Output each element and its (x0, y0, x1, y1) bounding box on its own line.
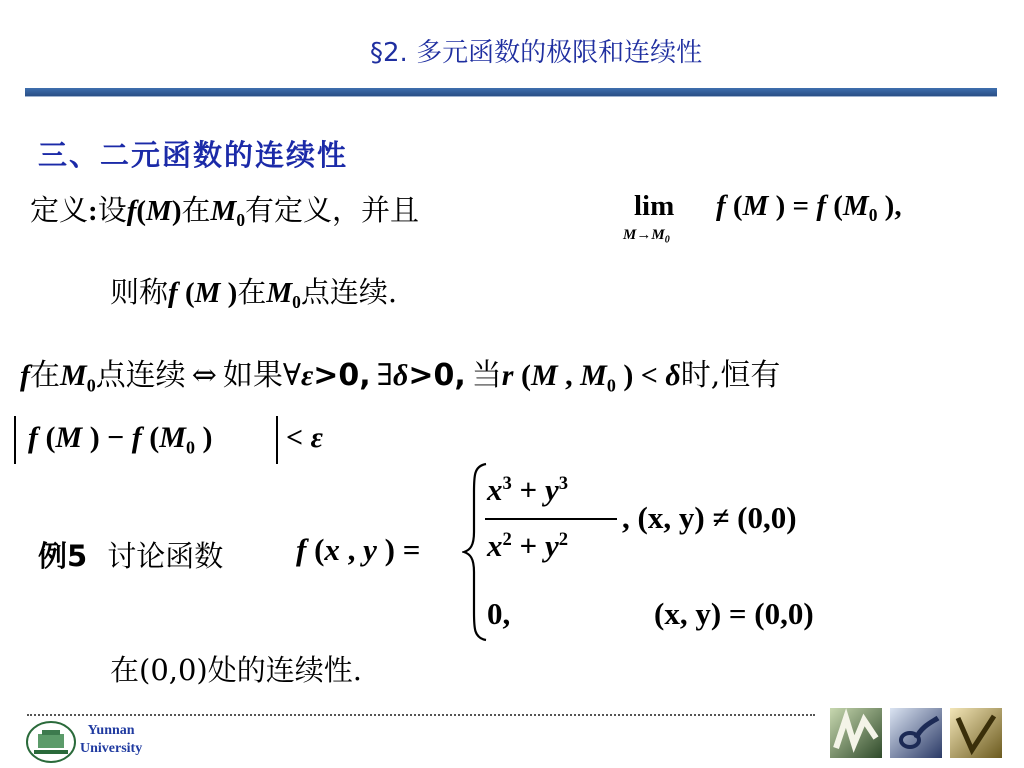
comma: , (557, 359, 581, 392)
m-symbol: M (742, 190, 769, 222)
m-symbol: M (146, 195, 172, 227)
lim-subscript (623, 227, 670, 246)
iff-symbol: ⇔ (191, 358, 217, 393)
subscript-zero: 0 (236, 210, 246, 231)
continuous-text: 点连续. (300, 275, 398, 309)
comma: , (339, 532, 364, 567)
section-title: 三、二元函数的连续性 (38, 138, 349, 172)
case1-condition (622, 500, 797, 536)
f-symbol: f (168, 277, 178, 309)
defined-text: 有定义，并且 (245, 193, 420, 227)
exponent-3: 3 (558, 472, 569, 494)
paren-open: ( (826, 190, 843, 222)
decorative-thumb-green (830, 708, 882, 758)
paren-close: ) (194, 421, 213, 454)
example-label-line (38, 534, 223, 575)
m-symbol: M (55, 421, 83, 454)
inequality-line (28, 420, 212, 458)
fraction-denominator (487, 528, 568, 564)
exponent-3: 3 (502, 472, 512, 494)
paren-close-minus: ) − (82, 421, 132, 454)
limit-equation (716, 188, 902, 226)
lim-operator: lim (634, 190, 675, 222)
f-symbol: f (816, 190, 826, 222)
f-symbol: f (716, 190, 726, 222)
m-symbol: M (194, 277, 221, 309)
paren-close-less: ) < (615, 359, 666, 392)
paren-open: ( (177, 277, 195, 309)
decorative-thumb-gold (950, 708, 1002, 758)
m-symbol: M (530, 359, 558, 392)
abs-bar-left (14, 416, 16, 464)
at-word: 在 (181, 193, 211, 227)
subscript-zero: 0 (185, 437, 195, 458)
case2-condition (654, 596, 814, 632)
m0-symbol: M (210, 195, 237, 227)
case2-condition-text: (x, y) = (0,0) (654, 596, 814, 631)
fraction-numerator (487, 472, 568, 508)
case2-value-text: 0, (487, 596, 511, 631)
set-word: 设 (97, 193, 127, 227)
x-symbol: x (324, 532, 340, 567)
function-lhs (296, 532, 420, 568)
epsilon-symbol: ε (310, 421, 323, 454)
fraction-bar (485, 518, 617, 520)
x-symbol: x (487, 528, 503, 563)
definition-label: 定义 (30, 193, 89, 227)
greater-zero: >0, (408, 358, 466, 393)
at-word: 在 (237, 275, 267, 309)
when-end-word: 时, (680, 358, 721, 393)
paren-open: ( (725, 190, 743, 222)
delta-symbol: δ (665, 359, 681, 392)
paren-close: ) (220, 277, 238, 309)
paren-close-comma: ), (877, 190, 902, 222)
equivalence-line (20, 350, 780, 396)
definition-line-2 (110, 270, 397, 313)
y-symbol: y (544, 472, 559, 507)
x-symbol: x (487, 472, 503, 507)
continuous-text: 点连续 (95, 358, 186, 393)
y-symbol: y (544, 528, 559, 563)
delta-symbol: δ (392, 359, 409, 392)
subscript-zero: 0 (868, 205, 878, 226)
r-symbol: r (501, 359, 514, 392)
paren-open: ( (38, 421, 56, 454)
plus-sign: + (511, 472, 545, 507)
paren-open: ( (513, 359, 531, 392)
less-epsilon (286, 420, 323, 455)
greater-zero: >0, (313, 358, 371, 393)
paren-close: ) = (768, 190, 817, 222)
lim-subscript-zero: 0 (664, 234, 670, 246)
definition-line-1 (30, 188, 419, 231)
m0-symbol: M (60, 359, 87, 392)
university-name-line-2: University (80, 741, 143, 756)
abs-bar-right (276, 416, 278, 464)
f-symbol: f (20, 359, 30, 392)
f-symbol: f (131, 421, 142, 454)
paren-close-equals: ) = (376, 532, 421, 567)
university-name (80, 722, 142, 758)
paren-open: ( (136, 195, 147, 227)
at-word: 在 (30, 358, 60, 393)
case1-condition-text: (x, y) ≠ (0,0) (637, 500, 797, 535)
paren-open: ( (306, 532, 325, 567)
paren-open: ( (141, 421, 160, 454)
case2-value (487, 596, 510, 632)
footer-divider (27, 714, 815, 716)
f-symbol: f (126, 195, 137, 227)
university-name-line-1: Yunnan (87, 723, 135, 738)
if-word: 如果 (222, 358, 283, 393)
subscript-zero: 0 (606, 375, 616, 396)
lim-subscript-text: M→M (623, 227, 665, 243)
paren-close: ) (171, 195, 182, 227)
m0-symbol: M (842, 190, 869, 222)
less-than: < (286, 421, 311, 454)
example-text: 讨论函数 (107, 539, 224, 573)
forall-symbol: ∀ (282, 358, 301, 393)
colon: : (88, 195, 98, 227)
piecewise-brace (462, 462, 490, 642)
subscript-zero: 0 (86, 375, 96, 396)
example-label: 例5 (38, 539, 88, 573)
comma: , (622, 500, 638, 535)
example-tail: 在(0,0)处的连续性. (110, 653, 362, 687)
university-seal (24, 720, 78, 764)
header-divider (25, 88, 997, 97)
f-symbol: f (28, 421, 38, 454)
m0-symbol: M (580, 359, 607, 392)
when-word: 当 (471, 358, 502, 393)
epsilon-symbol: ε (300, 359, 314, 392)
subscript-zero: 0 (292, 292, 301, 313)
plus-sign: + (511, 528, 545, 563)
decorative-thumb-blue (890, 708, 942, 758)
then-call-text: 则称 (110, 275, 169, 309)
f-symbol: f (296, 532, 307, 567)
exponent-2: 2 (502, 528, 512, 550)
exists-symbol: ∃ (376, 358, 393, 393)
page-title: §2. 多元函数的极限和连续性 (370, 38, 703, 68)
y-symbol: y (363, 532, 377, 567)
m0-symbol: M (159, 421, 186, 454)
m0-symbol: M (266, 277, 293, 309)
exponent-2: 2 (558, 528, 569, 550)
always-word: 恒有 (720, 358, 781, 393)
